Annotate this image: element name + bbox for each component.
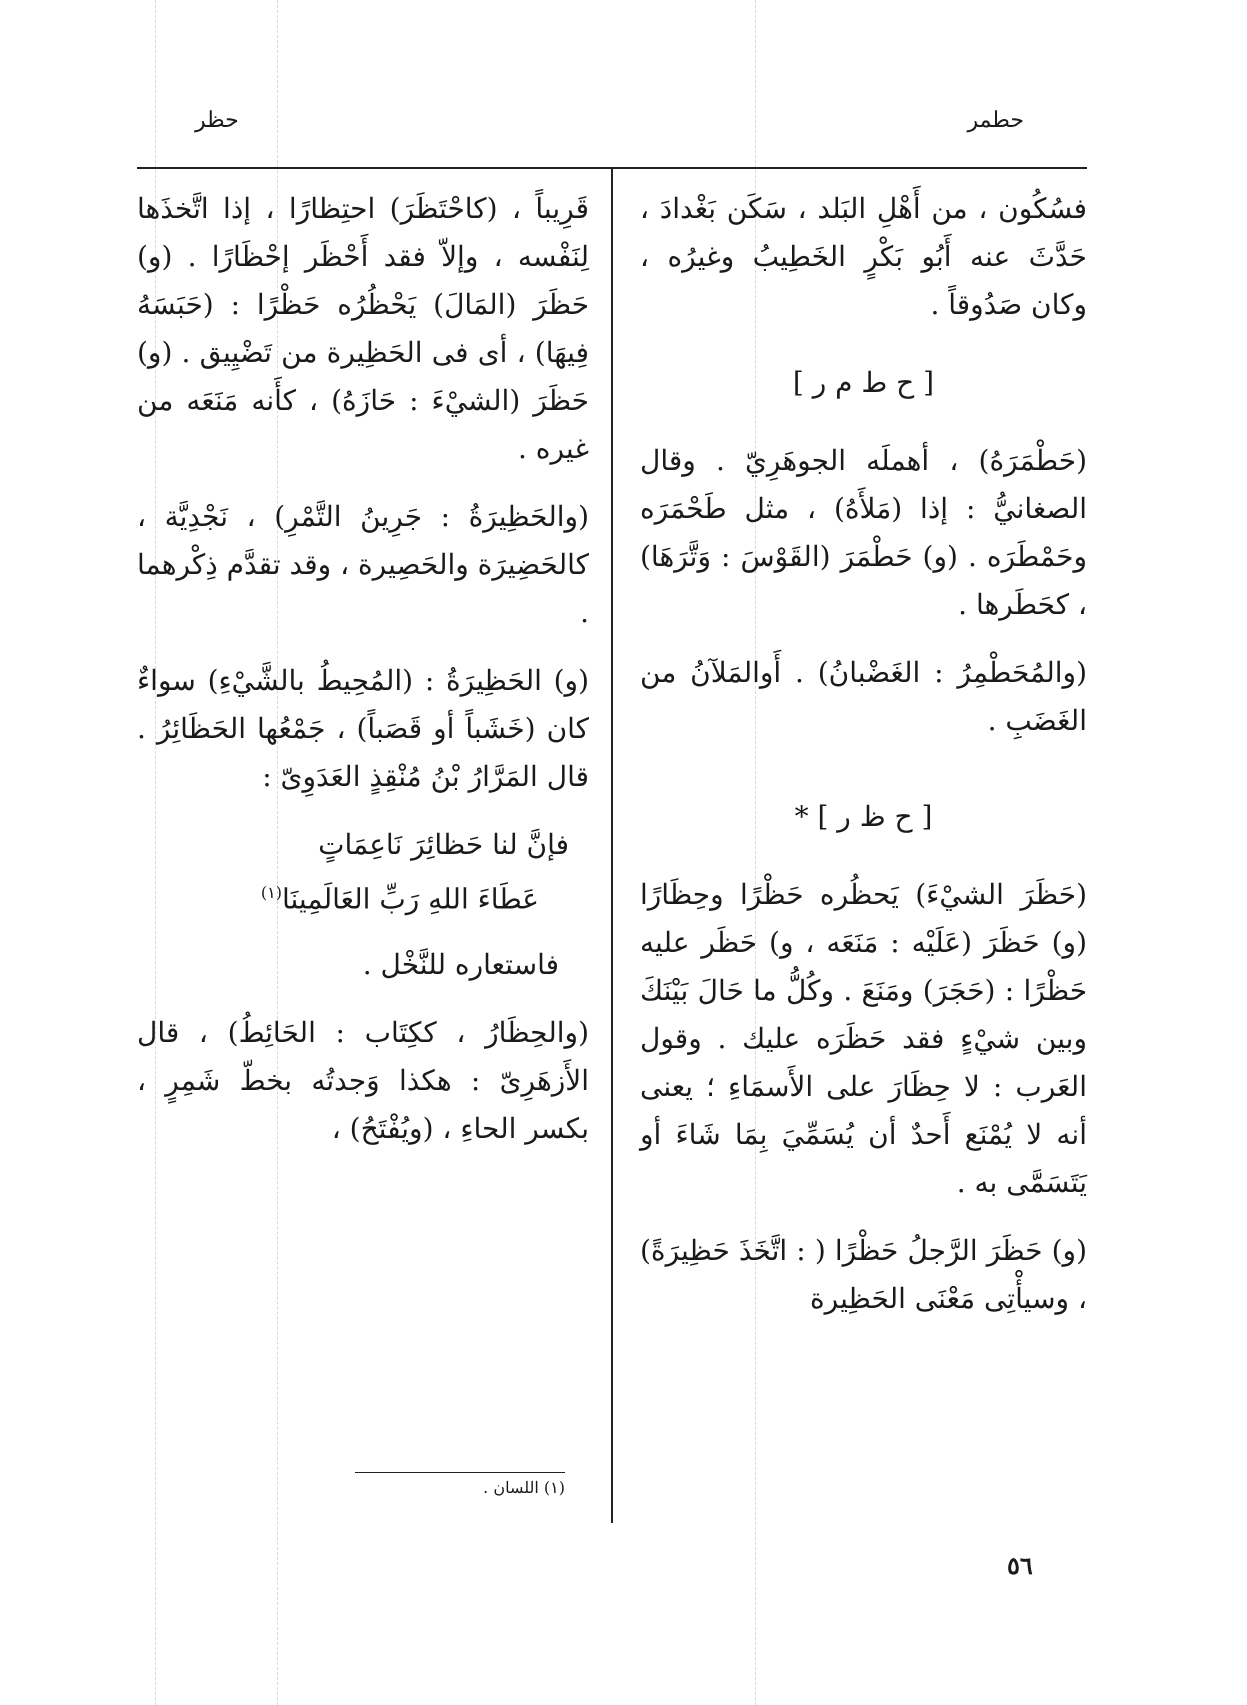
paragraph: (حَظَرَ الشيْءَ) يَحظُره حَظْرًا وحِظَارًا (و) حَظَرَ (عَلَيْه : مَنَعَه ، و) حَظَر عليه حَظْرًا : (حَجَرَ) ومَنَعَ . وكُلُّ ما حَالَ بَيْنَكَ وبين شيْءٍ فقد حَظَرَه عليك . وقول العَرب : لا حِظَارَ على الأَسمَاءِ ؛ يعنى أنه لا يُمْنَع أَحدٌ أن يُسَمِّيَ بِمَا شَاءَ أو يَتَسَمَّى به . [640, 878, 1087, 1199]
left-column [137, 185, 589, 1173]
paragraph: (والحِظَارُ ، ككِتَاب : الحَائِطُ) ، قال الأَزهَرِىّ : هكذا وَجدتُه بخطّ شَمِرٍ ، بكسر الحاءِ ، (ويُفْتَحُ) ، [137, 1016, 589, 1146]
verse-text: عَطَاءَ اللهِ رَبِّ العَالَمِينَا [281, 882, 539, 916]
paragraph: (و) الحَظِيرَةُ : (المُحِيطُ بالشَّيْءِ) سواءٌ كان (خَشَباً أو قَصَباً) ، جَمْعُها الحَظَائِرُ . قال المَرَّارُ بْنُ مُنْقِذٍ العَدَوِىّ : [137, 664, 589, 793]
footnote-rule [355, 1472, 565, 1473]
page-number: ٥٦ [1007, 1551, 1033, 1580]
column-divider [611, 169, 613, 1523]
footnote: (١) اللسان . [483, 1478, 565, 1497]
paragraph: (والمُحَطْمِرُ : الغَضْبانُ) . أَوالمَلآنُ من الغَضَبِ . [640, 656, 1087, 737]
paragraph: فسُكُون ، من أَهْلِ البَلد ، سَكَن بَغْدادَ ، حَدَّثَ عنه أَبُو بَكْرٍ الخَطِيبُ وغيرُه ، وكان صَدُوقاً . [640, 192, 1087, 321]
paragraph: (و) حَظَرَ الرَّجلُ حَظْرًا ( : اتَّخَذَ حَظِيرَةً) ، وسيأْتِى مَعْنَى الحَظِيرة [640, 1234, 1087, 1315]
poetry-verse [137, 821, 589, 923]
paragraph: (حَطْمَرَهُ) ، أهملَه الجوهَرِيّ . وقال الصغانيُّ : إذا (مَلأَهُ) ، مثل طَحْمَرَه وحَمْطَرَه . (و) حَطْمَرَ (القَوْسَ : وَتَّرَهَا) ، كحَطَرها . [640, 444, 1087, 621]
paragraph: قَرِيباً ، (كاحْتَظَرَ) احتِظارًا ، إذا اتَّخذَها لِنَفْسه ، وإلاّ فقد أَحْظَر إحْظَارًا . (و) حَظَرَ (المَالَ) يَحْظُرُه حَظْرًا : (حَبَسَهُ فِيهَا) ، أى فى الحَظِيرة من تَضْيِيق . (و) حَظَرَ (الشيْءَ : حَازَهُ) ، كأَنه مَنَعَه من غيره . [137, 192, 589, 465]
verse-line: فإنَّ لنا حَظائِرَ نَاعِمَاتٍ [318, 828, 569, 861]
paragraph: (والحَظِيرَةُ : جَرِينُ التَّمْرِ) ، نَجْدِيَّة ، كالحَضِيرَة والحَصِيرة ، وقد تقدَّم ذِكْرهما . [137, 500, 589, 629]
running-head-left: حظر [195, 108, 239, 133]
entry-heading: [ ح ط م ر ] [792, 366, 935, 399]
running-head-right: حطمر [967, 108, 1024, 133]
entry-heading: [ ح ظ ر ] * [794, 800, 933, 833]
footnote-marker: (١) [260, 883, 282, 902]
verse-line [137, 869, 589, 923]
paragraph: فاستعاره للنَّخْل . [362, 948, 559, 982]
right-column [640, 185, 1087, 1343]
